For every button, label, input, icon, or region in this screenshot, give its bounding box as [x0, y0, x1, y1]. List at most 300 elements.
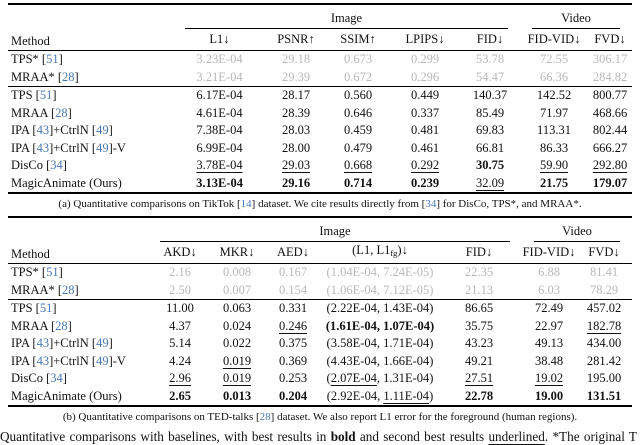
text-segment: 0.154 — [278, 282, 308, 297]
text-segment: 29.39 — [281, 69, 311, 84]
method-cell — [8, 353, 148, 371]
text-segment: LPIPS↓ — [405, 31, 445, 46]
metric-value — [520, 157, 588, 175]
text-segment: , 1.31E-04) — [376, 371, 434, 385]
metric-value — [326, 157, 390, 175]
text-segment: 0.449 — [410, 88, 440, 102]
text-segment: 3.78E-04 — [196, 158, 243, 172]
metric-value — [436, 282, 522, 300]
text-segment: )↓ — [397, 243, 408, 258]
text-segment: 27.51 — [464, 371, 494, 385]
table-tedtalks-caption — [10, 411, 630, 424]
citation-link[interactable]: 28 — [55, 105, 68, 120]
text-segment: 72.55 — [539, 52, 569, 66]
text-segment: FID-VID↓ — [522, 244, 576, 259]
metric-value — [390, 87, 460, 105]
method-cell — [8, 335, 148, 353]
method-cell — [8, 370, 148, 388]
metric-value — [266, 51, 326, 69]
text-segment: 3.13E-04 — [196, 175, 243, 190]
metric-value — [576, 300, 632, 318]
method-cell — [8, 282, 148, 300]
text-segment: 0.369 — [278, 353, 308, 368]
metric-value — [326, 175, 390, 194]
metric-value — [266, 105, 326, 123]
text-segment: 29.18 — [281, 52, 311, 66]
citation-link[interactable]: 49 — [96, 140, 109, 155]
text-segment: ] — [58, 265, 63, 279]
text-segment: ( — [326, 371, 331, 385]
metric-value — [212, 335, 262, 353]
text-segment: 0.292 — [410, 158, 440, 172]
metric-value — [262, 388, 324, 407]
text-segment: 182.78 — [586, 318, 622, 333]
metric-value — [588, 87, 632, 105]
text-segment: MRAA* [ — [11, 282, 63, 297]
text-segment: TPS [ — [11, 301, 40, 315]
column-header — [460, 29, 520, 51]
text-segment: 292.80 — [592, 158, 628, 172]
metric-value — [148, 335, 212, 353]
table-tedtalks-body — [8, 264, 632, 407]
metric-value — [460, 87, 520, 105]
metric-value — [266, 87, 326, 105]
text-segment: 3.23E-04 — [196, 52, 243, 66]
text-segment: DisCo [ — [11, 158, 51, 172]
table-row — [8, 335, 632, 353]
citation-link[interactable]: 28 — [62, 69, 75, 84]
text-segment: 179.07 — [592, 175, 628, 190]
metric-value — [588, 157, 632, 175]
metric-value — [173, 51, 266, 69]
metric-value — [436, 353, 522, 371]
metric-value — [173, 105, 266, 123]
metric-value — [326, 69, 390, 87]
citation-link[interactable]: 51 — [39, 88, 53, 102]
text-segment: ] for DisCo, TPS*, and MRAA*. — [436, 198, 582, 210]
text-segment: FVD↓ — [594, 31, 626, 46]
text-segment: and second best results — [355, 429, 489, 444]
citation-link[interactable]: 34 — [425, 198, 437, 210]
method-cell — [8, 318, 148, 336]
text-segment: (2.22E-04, 1.43E-04) — [326, 301, 434, 315]
text-segment: 0.239 — [410, 175, 440, 190]
text-segment: 28.03 — [281, 123, 311, 137]
text-segment: ] — [108, 123, 113, 137]
metric-value — [390, 140, 460, 158]
text-segment: 69.83 — [475, 123, 505, 137]
text-segment: 142.52 — [536, 88, 572, 102]
text-segment: IPA [ — [11, 353, 37, 368]
text-segment: 19.02 — [534, 371, 564, 385]
metric-value — [266, 175, 326, 194]
metric-value — [324, 370, 436, 388]
metric-value — [390, 105, 460, 123]
citation-link[interactable]: 51 — [46, 265, 59, 279]
text-segment: Quantitative comparisons with baselines, with best results in — [0, 429, 331, 444]
metric-value — [520, 69, 588, 87]
column-header — [212, 242, 262, 264]
text-segment: ]+CtrlN [ — [49, 140, 97, 155]
metric-value — [520, 51, 588, 69]
column-header — [436, 242, 522, 264]
text-segment: 0.481 — [410, 123, 440, 137]
metric-value — [390, 175, 460, 194]
text-segment: (L1, L1 — [352, 243, 391, 258]
column-header — [522, 242, 576, 264]
text-segment: 0.019 — [222, 353, 252, 368]
text-segment: MKR↓ — [219, 244, 255, 259]
metric-value — [173, 122, 266, 140]
text-segment: L1↓ — [209, 31, 230, 46]
metric-value — [148, 353, 212, 371]
metric-value — [576, 318, 632, 336]
text-segment: 54.47 — [475, 69, 505, 84]
text-segment: 0.299 — [410, 52, 440, 66]
metric-value — [588, 105, 632, 123]
text-segment: 2.96 — [169, 371, 191, 385]
method-cell — [8, 140, 173, 158]
text-segment: FID↓ — [476, 31, 504, 46]
text-segment: 6.99E-04 — [196, 140, 243, 155]
metric-value — [436, 264, 522, 282]
text-segment: 21.75 — [539, 175, 569, 190]
metric-value — [588, 122, 632, 140]
citation-link[interactable]: 49 — [96, 123, 109, 137]
metric-value — [326, 105, 390, 123]
metric-value — [266, 69, 326, 87]
metric-value — [520, 87, 588, 105]
metric-value — [212, 353, 262, 371]
text-segment: 457.02 — [586, 301, 622, 315]
metric-value — [522, 264, 576, 282]
method-column-header: Method — [8, 4, 173, 51]
metric-value — [522, 335, 576, 353]
citation-link[interactable]: 43 — [36, 123, 50, 137]
metric-value — [148, 370, 212, 388]
metric-value — [262, 353, 324, 371]
text-segment: TPS* [ — [11, 265, 47, 279]
text-segment: 306.17 — [592, 52, 628, 66]
metric-value — [266, 140, 326, 158]
citation-link[interactable]: 49 — [96, 353, 109, 368]
text-segment: 6.03 — [538, 282, 560, 297]
metric-value — [324, 264, 436, 282]
metric-value — [173, 69, 266, 87]
metric-value — [520, 140, 588, 158]
text-segment: 434.00 — [586, 336, 622, 350]
column-header — [262, 242, 324, 264]
method-cell — [8, 105, 173, 123]
metric-value — [326, 51, 390, 69]
metric-value — [212, 388, 262, 407]
image-group-header — [148, 217, 522, 242]
text-segment: 53.78 — [475, 52, 505, 66]
metric-value — [324, 388, 436, 407]
metric-value — [262, 282, 324, 300]
text-segment: PSNR↑ — [277, 31, 315, 46]
method-cell — [8, 300, 148, 318]
metric-value — [148, 318, 212, 336]
text-segment: 2.50 — [169, 282, 191, 297]
citation-link[interactable]: 28 — [55, 318, 68, 333]
text-segment: 0.646 — [343, 105, 373, 120]
text-segment: 140.37 — [472, 88, 508, 102]
text-segment: IPA [ — [11, 123, 37, 137]
citation-link[interactable]: 14 — [240, 198, 252, 210]
text-segment: ] — [58, 52, 63, 66]
text-segment: 59.90 — [539, 158, 569, 172]
text-segment: 22.97 — [534, 318, 564, 333]
text-segment: MRAA [ — [11, 105, 56, 120]
text-segment: (1.06E-04, 7.12E-05) — [326, 282, 434, 297]
text-segment: MRAA [ — [11, 318, 56, 333]
text-segment: 113.31 — [537, 123, 571, 137]
column-header — [266, 29, 326, 51]
method-cell — [8, 122, 173, 140]
text-segment: 86.65 — [464, 301, 494, 315]
metric-value — [324, 335, 436, 353]
text-segment: underlined — [488, 429, 545, 444]
table-row — [8, 157, 632, 175]
metric-value — [148, 282, 212, 300]
text-segment: 22.35 — [464, 265, 494, 279]
text-segment: 0.167 — [278, 265, 308, 279]
column-header — [588, 29, 632, 51]
table-tiktok-header — [8, 4, 632, 51]
text-segment: 0.461 — [410, 140, 440, 155]
metric-value — [266, 122, 326, 140]
metric-value — [324, 282, 436, 300]
metric-value — [460, 157, 520, 175]
text-segment: (4.43E-04, 1.66E-04) — [326, 353, 434, 368]
table-row — [8, 175, 632, 194]
text-segment: 0.013 — [222, 388, 252, 403]
citation-link[interactable]: 28 — [259, 411, 271, 423]
text-segment: bold — [330, 429, 356, 444]
metric-value — [212, 264, 262, 282]
text-segment: 28.00 — [281, 140, 311, 155]
text-segment: FVD↓ — [588, 244, 620, 259]
text-segment: ] dataset. We also report L1 error for the foreground (human regions). — [270, 411, 578, 423]
text-segment: 666.27 — [592, 140, 628, 155]
citation-link[interactable]: 43 — [36, 353, 50, 368]
text-segment: fg — [390, 248, 398, 259]
text-segment: 0.673 — [343, 52, 373, 66]
text-segment: 78.29 — [589, 282, 619, 297]
column-header — [576, 242, 632, 264]
metric-value — [576, 388, 632, 407]
text-segment: 32.09 — [475, 175, 505, 190]
column-header — [390, 29, 460, 51]
text-segment: 28.39 — [281, 105, 311, 120]
text-segment: 0.024 — [222, 318, 252, 333]
text-segment: 284.82 — [592, 69, 628, 84]
text-segment: 28.17 — [281, 88, 311, 102]
metric-value — [460, 51, 520, 69]
text-segment: 0.019 — [222, 371, 252, 385]
text-segment: 29.16 — [281, 175, 311, 190]
method-column-header: Method — [8, 217, 148, 264]
table-row — [8, 353, 632, 371]
text-segment: 4.37 — [169, 318, 191, 333]
text-segment: MagicAnimate (Ours) — [11, 175, 122, 190]
citation-link[interactable]: 43 — [36, 140, 50, 155]
text-segment: 195.00 — [586, 371, 622, 385]
text-segment: 19.00 — [534, 388, 564, 403]
column-header — [326, 29, 390, 51]
metric-value — [436, 300, 522, 318]
citation-link[interactable]: 49 — [96, 336, 109, 350]
text-segment: 43.23 — [464, 336, 494, 350]
metric-value — [520, 175, 588, 194]
metric-value — [148, 264, 212, 282]
text-segment: ] dataset. We cite results directly from [ — [251, 198, 426, 210]
citation-link[interactable]: 51 — [39, 301, 53, 315]
image-group-label: Image — [319, 223, 351, 238]
text-segment: (3.58E-04, 1.71E-04) — [326, 336, 434, 350]
text-segment: 0.253 — [278, 371, 308, 385]
metric-value — [173, 87, 266, 105]
text-segment: DisCo [ — [11, 371, 51, 385]
text-segment: 49.21 — [464, 353, 494, 368]
metric-value — [262, 300, 324, 318]
citation-link[interactable]: 34 — [50, 158, 63, 172]
text-segment: MRAA* [ — [11, 69, 63, 84]
table-row — [8, 300, 632, 318]
text-segment: 7.38E-04 — [196, 123, 243, 137]
text-segment: 0.668 — [343, 158, 373, 172]
text-segment: 0.337 — [410, 105, 440, 120]
text-segment: 81.41 — [589, 265, 619, 279]
metric-value — [148, 388, 212, 407]
text-segment: ]+CtrlN [ — [49, 336, 97, 350]
text-segment: 0.296 — [410, 69, 440, 84]
text-segment: FID↓ — [465, 244, 493, 259]
text-segment: 4.24 — [169, 353, 191, 368]
text-segment: (2.92E-04, — [326, 388, 384, 403]
table-row — [8, 122, 632, 140]
text-segment: 0.063 — [222, 301, 252, 315]
text-segment: 800.77 — [592, 88, 628, 102]
text-segment: (b) Quantitative comparisons on TED-talks [ — [62, 411, 260, 423]
table-tiktok-caption — [10, 198, 630, 211]
group-header-row — [8, 4, 632, 29]
metric-value — [436, 318, 522, 336]
text-segment: ] — [62, 371, 67, 385]
text-segment: 0.714 — [343, 175, 373, 190]
metric-value — [390, 69, 460, 87]
text-segment: ] — [52, 301, 57, 315]
metric-value — [324, 353, 436, 371]
text-segment: ] — [62, 158, 67, 172]
metric-value — [148, 300, 212, 318]
text-segment: 6.88 — [538, 265, 560, 279]
image-group-label: Image — [330, 10, 363, 25]
text-segment: 3.21E-04 — [196, 69, 243, 84]
citation-link[interactable]: 34 — [50, 371, 63, 385]
text-segment: MagicAnimate (Ours) — [11, 388, 122, 403]
text-segment: 85.49 — [475, 105, 505, 120]
text-segment: 0.331 — [278, 301, 308, 315]
method-cell — [8, 51, 173, 69]
table-tiktok-body — [8, 51, 632, 194]
metric-value — [212, 318, 262, 336]
text-segment: 49.13 — [534, 336, 564, 350]
text-segment: 22.78 — [464, 388, 494, 403]
metric-value — [266, 157, 326, 175]
video-group-label: Video — [562, 223, 592, 238]
metric-value — [460, 122, 520, 140]
citation-link[interactable]: 43 — [36, 336, 50, 350]
metric-value — [460, 105, 520, 123]
metric-value — [460, 69, 520, 87]
metric-value — [212, 282, 262, 300]
metric-value — [212, 300, 262, 318]
citation-link[interactable]: 51 — [46, 52, 59, 66]
text-segment: ) — [429, 388, 434, 403]
metric-value — [173, 140, 266, 158]
video-group-label: Video — [561, 10, 591, 25]
table-row — [8, 51, 632, 69]
metric-value — [173, 157, 266, 175]
metric-value — [324, 300, 436, 318]
table-row — [8, 105, 632, 123]
table-tedtalks — [8, 216, 632, 407]
metric-value — [588, 140, 632, 158]
table-tiktok — [8, 3, 632, 194]
metric-value — [522, 300, 576, 318]
text-segment: 0.459 — [343, 123, 373, 137]
text-segment: 0.479 — [343, 140, 373, 155]
metric-value — [576, 353, 632, 371]
table-row — [8, 264, 632, 282]
metric-value — [522, 388, 576, 407]
column-header — [148, 242, 212, 264]
text-segment: TPS* [ — [11, 52, 47, 66]
text-segment: ] — [74, 69, 79, 84]
metric-value — [576, 370, 632, 388]
text-segment: 30.75 — [475, 158, 505, 172]
text-segment: SSIM↑ — [340, 31, 376, 46]
text-segment: 21.13 — [464, 282, 494, 297]
metric-value — [390, 157, 460, 175]
text-segment: ] — [52, 88, 57, 102]
metric-value — [576, 282, 632, 300]
text-segment: (1.04E-04, 7.24E-05) — [326, 265, 434, 279]
metric-value — [588, 69, 632, 87]
metric-value — [324, 318, 436, 336]
table-row — [8, 282, 632, 300]
metric-value — [460, 140, 520, 158]
metric-value — [212, 370, 262, 388]
metric-value — [588, 51, 632, 69]
table-row — [8, 87, 632, 105]
metric-value — [522, 318, 576, 336]
metric-value — [262, 264, 324, 282]
text-segment: 72.49 — [534, 301, 564, 315]
metric-value — [436, 388, 522, 407]
text-segment: (a) Quantitative comparisons on TikTok [ — [58, 198, 241, 210]
text-segment: (1.61E-04, 1.07E-04) — [325, 318, 435, 333]
text-segment: 2.16 — [169, 265, 191, 279]
text-segment: 5.14 — [169, 336, 191, 350]
method-cell — [8, 264, 148, 282]
metric-value — [173, 175, 266, 194]
metric-value — [436, 335, 522, 353]
group-header-row — [8, 217, 632, 242]
citation-link[interactable]: 28 — [62, 282, 75, 297]
